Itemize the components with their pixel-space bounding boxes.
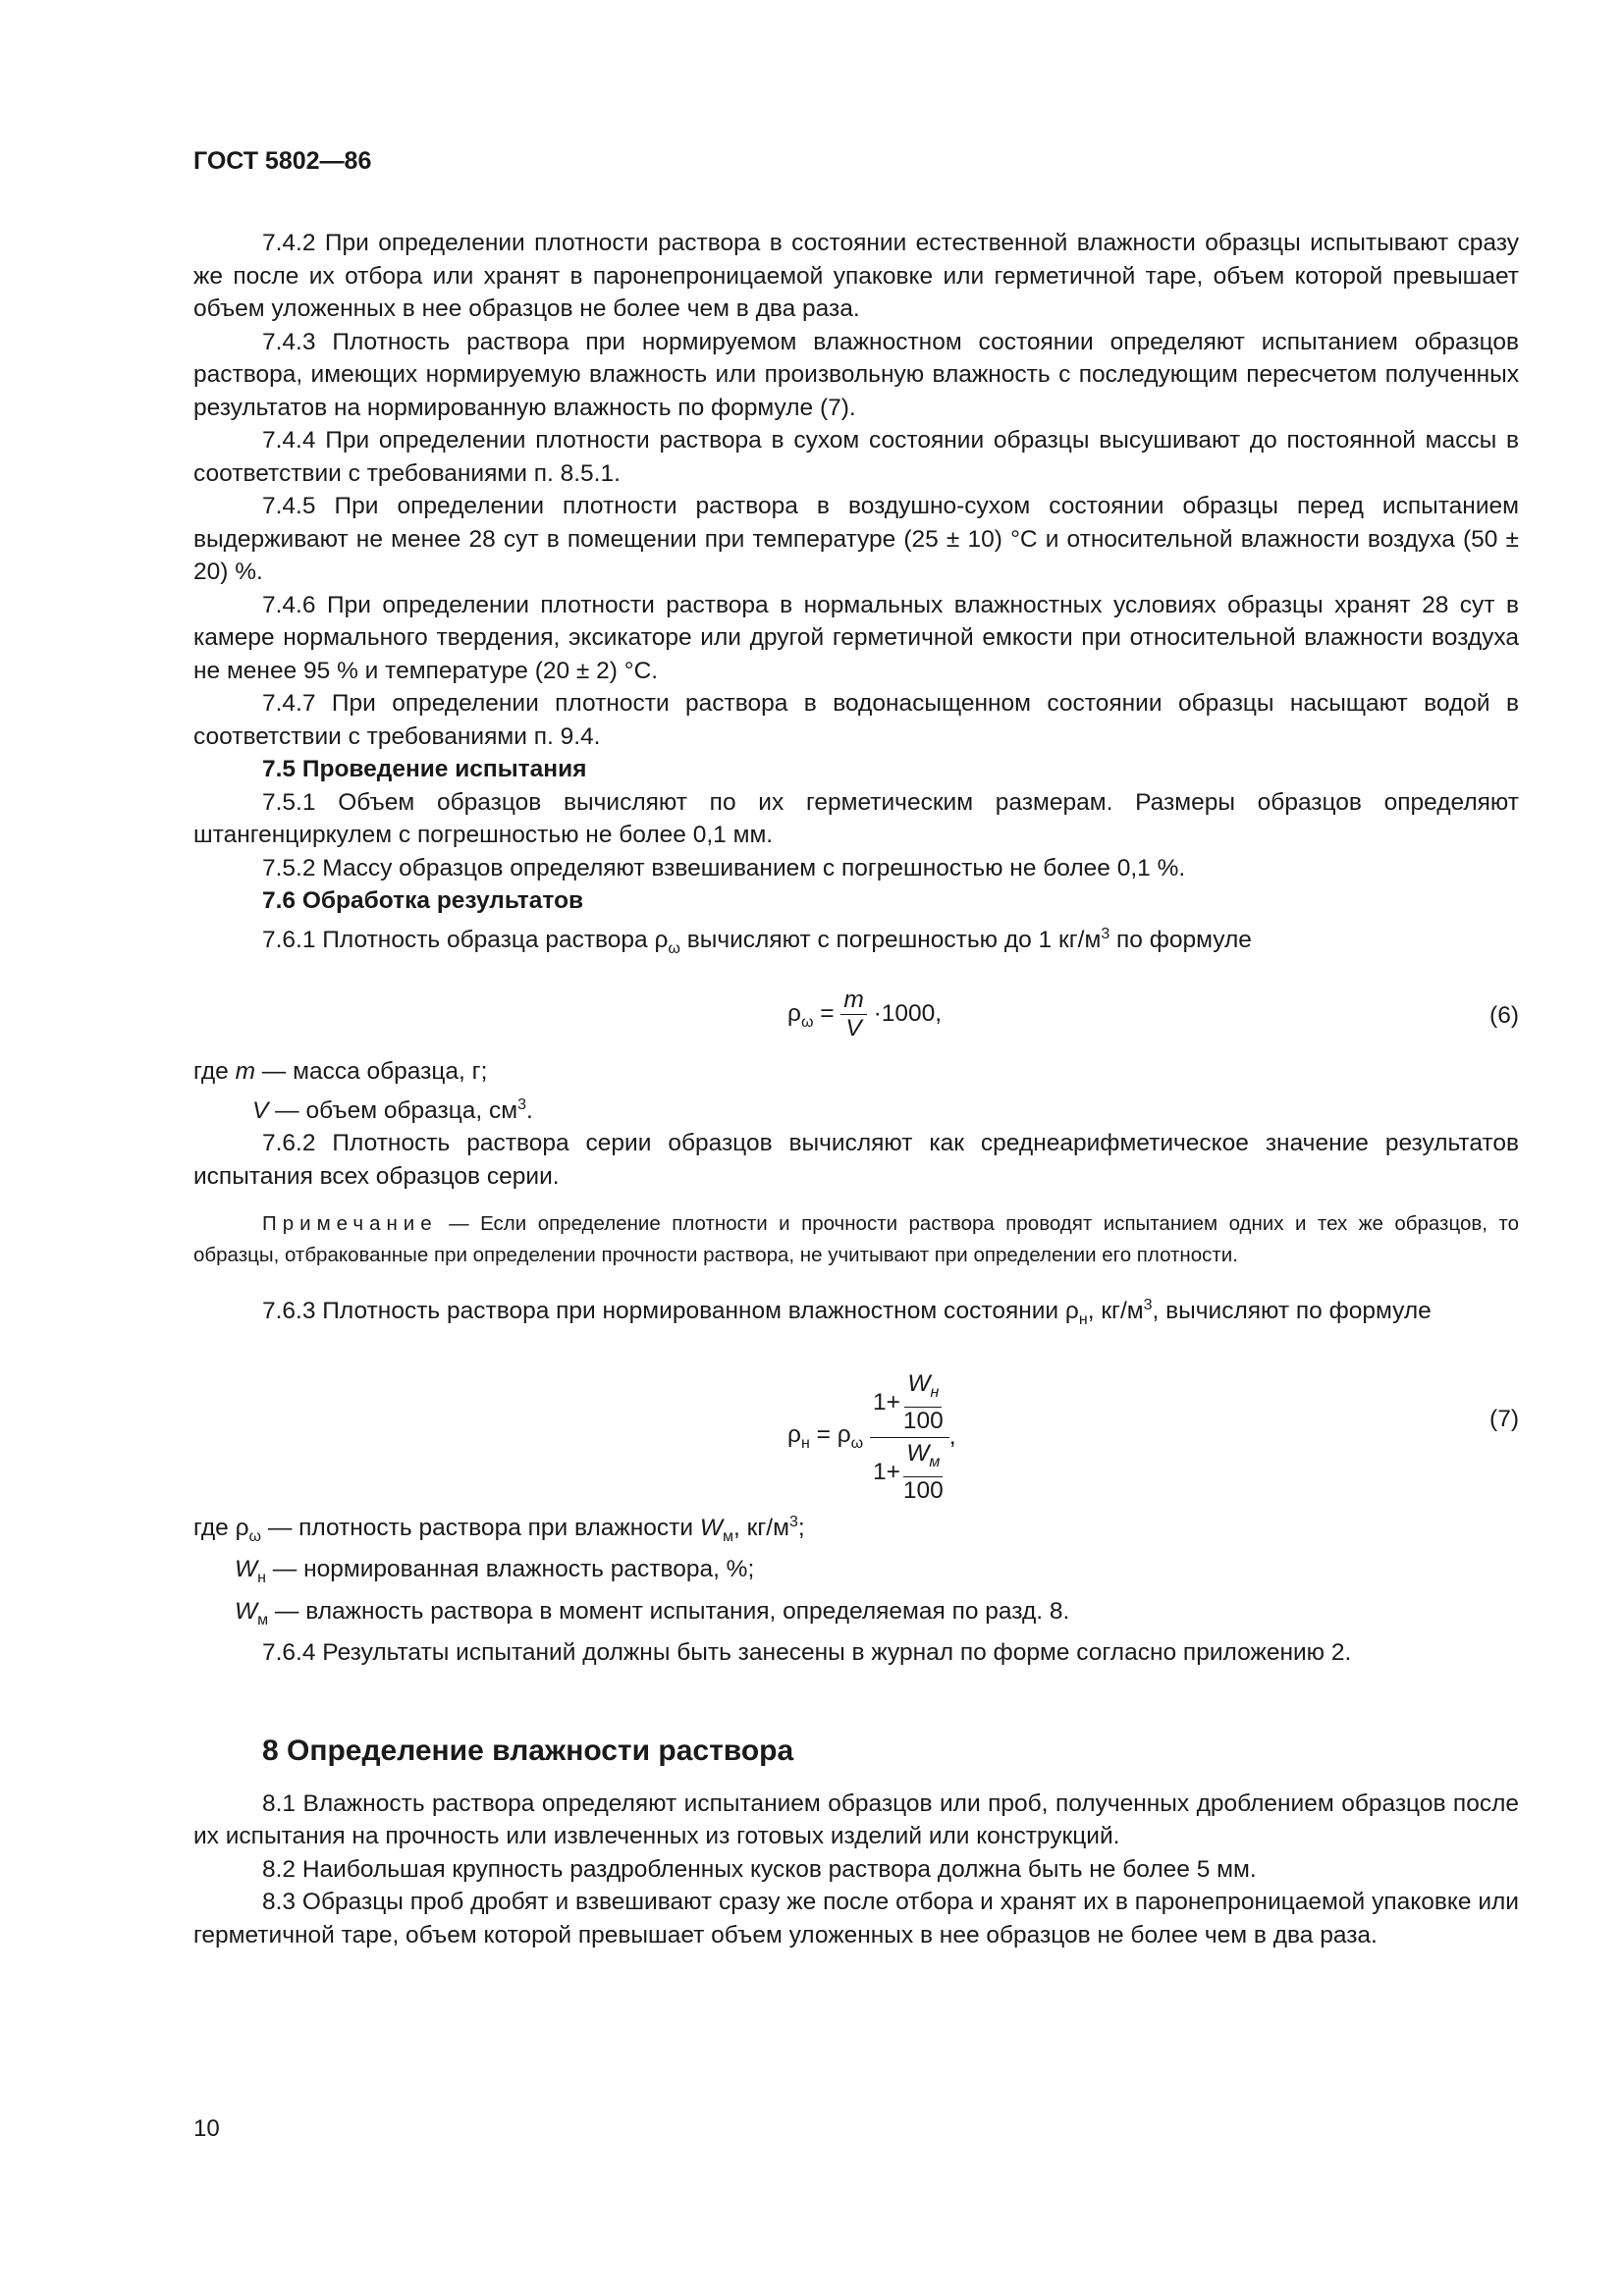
paragraph-7-4-7: 7.4.7 При определении плотности раствора в водонасыщенном состоянии образцы насыщают водой в соответствии с требованиями п. 9.4. xyxy=(193,690,1519,750)
subsection-heading-7-6: 7.6 Обработка результатов xyxy=(262,887,584,914)
paragraph-7-4-5: 7.4.5 При определении плотности раствора в воздушно-сухом состоянии образцы перед испытанием выдерживают не менее 28 сут в помещении при температуре (25 ± 10) °С и относительной влажности воздуха (50 ± 20) %. xyxy=(193,493,1519,585)
paragraph-7-5-2: 7.5.2 Массу образцов определяют взвешиванием с погрешностью не более 0,1 %. xyxy=(262,854,1186,881)
formula-7-number: (7) xyxy=(1489,1405,1519,1432)
document-page xyxy=(193,147,1519,1951)
where-m: где m — масса образца, г; xyxy=(193,1058,488,1086)
formula-7: $\rho_н = \rho_\omega$ 1+ $\frac{W_н}{100}$ 1+ $\frac{W_м}{100}$ , (7) xyxy=(787,1369,1519,1504)
document-header: ГОСТ 5802—86 xyxy=(193,147,372,175)
paragraph-7-6-3: 7.6.3 Плотность раствора при нормированном влажностном состоянии $\rho_н$, $кг/м^3$, вычисляют по формуле xyxy=(262,1297,1432,1329)
formula-7-fraction: 1+ $\frac{W_н}{100}$ 1+ $\frac{W_м}{100}$ xyxy=(870,1370,949,1505)
paragraph-7-6-4: 7.6.4 Результаты испытаний должны быть занесены в журнал по форме согласно приложению 2. xyxy=(262,1639,1352,1667)
page-number: 10 xyxy=(193,2115,220,2142)
section-heading-8: 8 Определение влажности раствора xyxy=(262,1734,794,1767)
formula-6-fraction: $\frac{m}{V}$ xyxy=(840,987,866,1042)
where-wn: $W_н$ — нормированная влажность раствора, %; xyxy=(235,1556,755,1587)
where-rho: где $\rho_\omega$ — плотность раствора при влажности $W_м$, $кг/м^3$; xyxy=(193,1513,805,1545)
paragraph-7-4-4: 7.4.4 При определении плотности раствора в сухом состоянии образцы высушивают до постоянной массы в соответствии с требованиями п. 8.5.1. xyxy=(193,427,1519,487)
paragraph-7-4-2: 7.4.2 При определении плотности раствора в состоянии естественной влажности образцы испытывают сразу же после их отбора или хранят в паронепроницаемой упаковке или герметичной таре, объем которой превышает объем уложенных в нее образцов не более чем в два раза. xyxy=(193,230,1519,322)
where-wm: $W_м$ — влажность раствора в момент испытания, определяемая по разд. 8. xyxy=(235,1597,1070,1629)
formula-6-number: (6) xyxy=(1489,1002,1519,1030)
paragraph-8-2: 8.2 Наибольшая крупность раздробленных кусков раствора должна быть не более 5 мм. xyxy=(262,1855,1257,1883)
paragraph-7-4-6: 7.4.6 При определении плотности раствора в нормальных влажностных условиях образцы хранят 28 сут в камере нормального твердения, эксикаторе или другой герметичной емкости при относительной влажности воздуха не менее 95 % и температуре (20 ± 2) °С. xyxy=(193,591,1519,684)
paragraph-8-1: 8.1 Влажность раствора определяют испытанием образцов или проб, полученных дроблением образцов после их испытания на прочность или извлеченных из готовых изделий или конструкций. xyxy=(193,1789,1519,1850)
paragraph-7-4-3: 7.4.3 Плотность раствора при нормируемом влажностном состоянии определяют испытанием образцов раствора, имеющих нормируемую влажность или произвольную влажность с последующим пересчетом полученных результатов на нормированную влажность по формуле (7). xyxy=(193,328,1519,421)
note-label: Примечание xyxy=(262,1212,438,1236)
formula-6: $\rho_\omega$ = $\frac{m}{V}$ ·1000, (6) xyxy=(787,987,1519,1042)
where-v: V — объем образца, $см^3$. xyxy=(252,1095,533,1124)
paragraph-7-6-1: 7.6.1 Плотность образца раствора $\rho_\omega$ вычисляют с погрешностью до 1 $кг/м^3$ по формуле xyxy=(262,925,1252,957)
subsection-heading-7-5: 7.5 Проведение испытания xyxy=(262,756,587,782)
paragraph-8-3: 8.3 Образцы проб дробят и взвешивают сразу же после отбора и хранят их в паронепроницаемой упаковке или герметичной таре, объем которой превышает объем уложенных в нее образцов не более чем в два раза. xyxy=(193,1889,1519,1949)
paragraph-7-5-1: 7.5.1 Объем образцов вычисляют по их герметическим размерам. Размеры образцов определяют штангенциркулем с погрешностью не более 0,1 мм. xyxy=(193,788,1519,848)
paragraph-7-6-2: 7.6.2 Плотность раствора серии образцов вычисляют как среднеарифметическое значение результатов испытания всех образцов серии. xyxy=(193,1130,1519,1190)
note: Примечание — Если определение плотности и прочности раствора проводят испытанием одних и тех же образцов, то образцы, отбракованные при определении прочности раствора, не учитывают при определении его плотности. xyxy=(193,1212,1519,1267)
